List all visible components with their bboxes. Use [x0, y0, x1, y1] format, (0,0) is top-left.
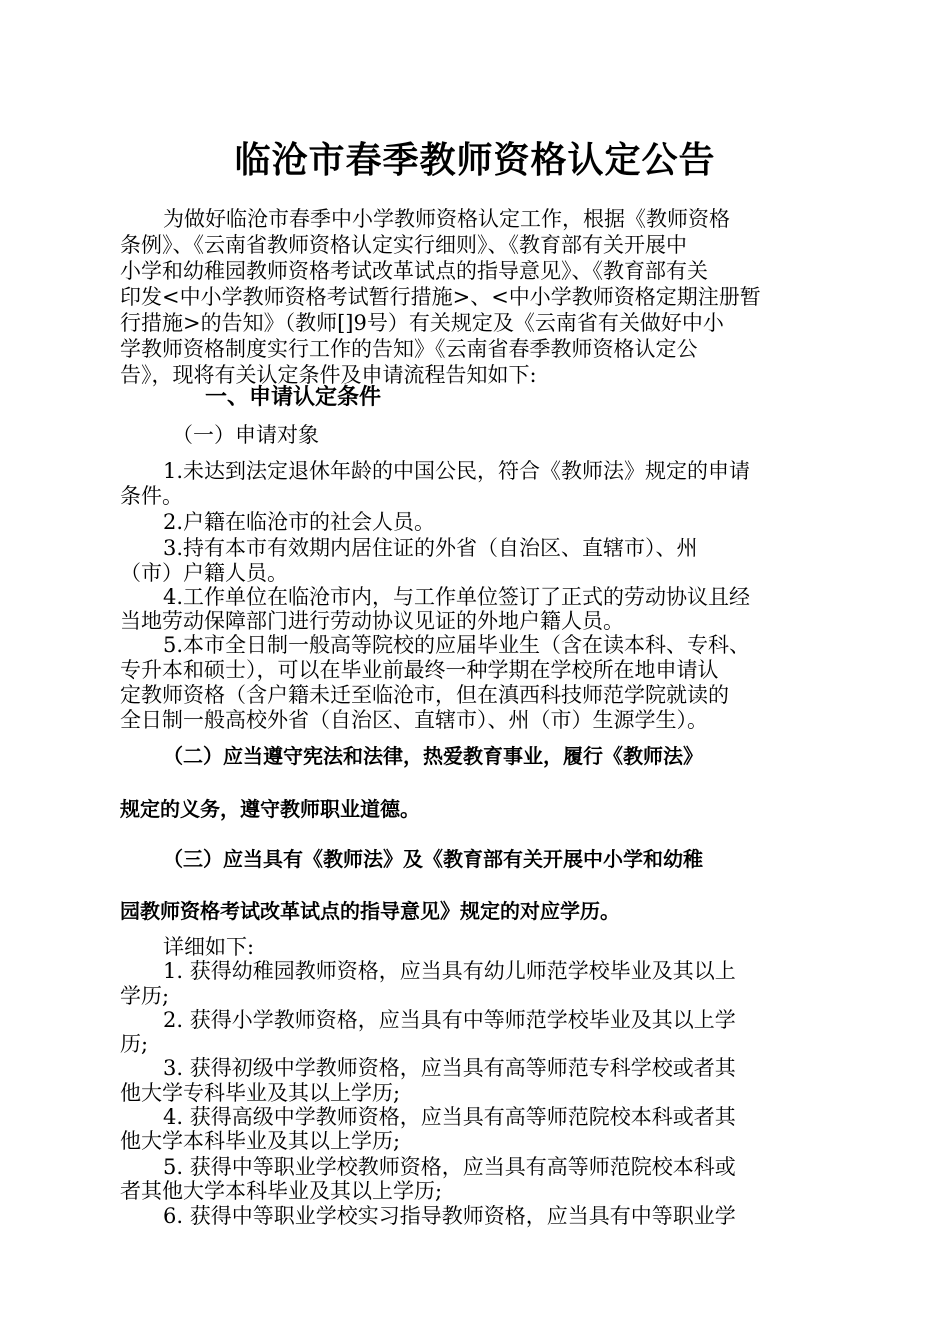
list-item: 条件。 — [120, 484, 183, 508]
section-heading: 一、申请认定条件 — [205, 384, 382, 410]
list-item: 全日制一般高校外省（自治区、直辖市）、州（市）生源学生）。 — [120, 708, 708, 732]
detail-item: 者其他大学本科毕业及其以上学历; — [120, 1179, 443, 1203]
detail-item: 他大学专科毕业及其以上学历; — [120, 1081, 401, 1105]
list-item: 2.户籍在临沧市的社会人员。 — [163, 510, 436, 534]
detail-item: 学历; — [120, 984, 170, 1008]
detail-item: 4. 获得高级中学教师资格，应当具有高等师范院校本科或者其 — [163, 1105, 736, 1129]
list-item: 5.本市全日制一般高等院校的应届毕业生（含在读本科、专科、 — [163, 633, 751, 657]
intro-line: 学教师资格制度实行工作的告知》《云南省春季教师资格认定公 — [120, 337, 698, 361]
list-item: 定教师资格（含户籍未迁至临沧市，但在滇西科技师范学院就读的 — [120, 683, 729, 707]
list-item: （市）户籍人员。 — [120, 561, 288, 585]
subsection-paragraph: （三）应当具有《教师法》及《教育部有关开展中小学和幼稚 — [163, 847, 703, 871]
list-item: 1.未达到法定退休年龄的中国公民，符合《教师法》规定的申请 — [163, 459, 751, 483]
detail-item: 3. 获得初级中学教师资格，应当具有高等师范专科学校或者其 — [163, 1056, 736, 1080]
subsection-paragraph: 园教师资格考试改革试点的指导意见》规定的对应学历。 — [120, 899, 620, 923]
subsection-paragraph: （二）应当遵守宪法和法律，热爱教育事业，履行《教师法》 — [163, 744, 703, 768]
detail-item: 他大学本科毕业及其以上学历; — [120, 1129, 401, 1153]
detail-item: 2. 获得小学教师资格，应当具有中等师范学校毕业及其以上学 — [163, 1008, 736, 1032]
intro-line: 告》，现将有关认定条件及申请流程告知如下: — [120, 363, 537, 387]
detail-heading: 详细如下: — [163, 935, 255, 959]
list-item: 当地劳动保障部门进行劳动协议见证的外地户籍人员。 — [120, 609, 624, 633]
intro-line: 条例》、《云南省教师资格认定实行细则》、《教育部有关开展中 — [120, 233, 687, 257]
document-title: 临沧市春季教师资格认定公告 — [234, 139, 716, 181]
intro-line: 行措施>的告知》（教师[]9号）有关规定及《云南省有关做好中小 — [120, 311, 724, 335]
subsection-paragraph: 规定的义务，遵守教师职业道德。 — [120, 797, 420, 821]
intro-line: 小学和幼稚园教师资格考试改革试点的指导意见》、《教育部有关 — [120, 259, 708, 283]
intro-line: 印发<中小学教师资格考试暂行措施>、<中小学教师资格定期注册暂 — [120, 285, 761, 309]
subsection-heading: （一）申请对象 — [172, 423, 319, 447]
list-item: 专升本和硕士），可以在毕业前最终一种学期在学校所在地申请认 — [120, 658, 719, 682]
intro-line: 为做好临沧市春季中小学教师资格认定工作，根据《教师资格 — [163, 207, 730, 231]
detail-item: 1. 获得幼稚园教师资格，应当具有幼儿师范学校毕业及其以上 — [163, 959, 736, 983]
list-item: 4.工作单位在临沧市内，与工作单位签订了正式的劳动协议且经 — [163, 585, 751, 609]
detail-item: 6. 获得中等职业学校实习指导教师资格，应当具有中等职业学 — [163, 1204, 736, 1228]
detail-item: 5. 获得中等职业学校教师资格，应当具有高等师范院校本科或 — [163, 1155, 736, 1179]
detail-item: 历; — [120, 1032, 149, 1056]
list-item: 3.持有本市有效期内居住证的外省（自治区、直辖市）、州 — [163, 536, 698, 560]
